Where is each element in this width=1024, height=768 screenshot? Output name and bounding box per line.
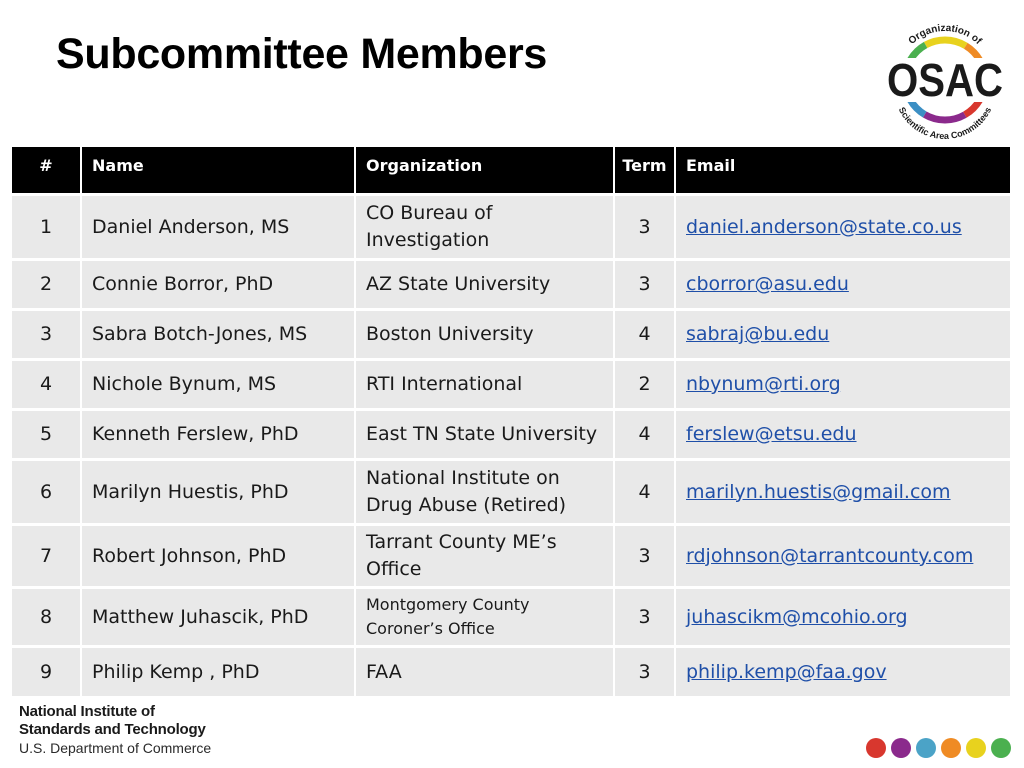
page-title: Subcommittee Members [56, 30, 548, 78]
cell-email [676, 461, 1010, 523]
cell-organization [356, 461, 613, 523]
cell-term: 2 [615, 361, 674, 408]
osac-logo [884, 14, 1006, 144]
table-row [12, 361, 1010, 408]
email-link[interactable]: sabraj@bu.edu [686, 323, 830, 345]
cell-term: 3 [615, 648, 674, 696]
cell-organization: Boston University [356, 311, 613, 358]
cell-name: Sabra Botch-Jones, MS [82, 311, 354, 358]
email-link[interactable]: philip.kemp@faa.gov [686, 660, 887, 683]
email-link[interactable]: juhascikm@mcohio.org [686, 605, 908, 628]
cell-organization: East TN State University [356, 411, 613, 458]
org-line-2: Drug Abuse (Retired) [366, 494, 567, 516]
org-line-2: Office [366, 558, 422, 580]
cell-term: 3 [615, 589, 674, 645]
header-organization: Organization [356, 147, 613, 193]
cell-term: 3 [615, 196, 674, 258]
cell-organization: RTI International [356, 361, 613, 408]
cell-email [676, 361, 1010, 408]
org-line-1: National Institute on [366, 467, 560, 489]
cell-num: 4 [12, 361, 80, 408]
header-num: # [12, 147, 80, 193]
email-link[interactable]: nbynum@rti.org [686, 373, 841, 395]
cell-email [676, 311, 1010, 358]
dot-yellow [966, 738, 986, 758]
cell-name: Matthew Juhascik, PhD [82, 589, 354, 645]
cell-email [676, 196, 1010, 258]
dot-purple [891, 738, 911, 758]
cell-organization [356, 526, 613, 586]
logo-arc-bottom-text: Scientific Area Committees [896, 105, 994, 142]
cell-num: 9 [12, 648, 80, 696]
cell-organization [356, 196, 613, 258]
cell-organization: FAA [356, 648, 613, 696]
cell-num: 6 [12, 461, 80, 523]
table-row [12, 526, 1010, 586]
dot-orange [941, 738, 961, 758]
header-email: Email [676, 147, 1010, 193]
org-line-2: Coroner’s Office [366, 619, 495, 638]
cell-email [676, 411, 1010, 458]
cell-name: Marilyn Huestis, PhD [82, 461, 354, 523]
dot-teal [916, 738, 936, 758]
cell-term: 3 [615, 526, 674, 586]
email-link[interactable]: marilyn.huestis@gmail.com [686, 480, 951, 503]
cell-organization [356, 589, 613, 645]
header-term: Term [615, 147, 674, 193]
cell-num: 1 [12, 196, 80, 258]
table-row [12, 196, 1010, 258]
cell-term: 3 [615, 261, 674, 308]
table-row [12, 589, 1010, 645]
cell-email [676, 526, 1010, 586]
cell-term: 4 [615, 411, 674, 458]
cell-term: 4 [615, 461, 674, 523]
nist-logo [19, 703, 211, 757]
cell-email [676, 589, 1010, 645]
table-row [12, 411, 1010, 458]
nist-line-3: U.S. Department of Commerce [19, 740, 212, 756]
cell-name: Kenneth Ferslew, PhD [82, 411, 354, 458]
cell-num: 5 [12, 411, 80, 458]
email-link[interactable]: daniel.anderson@state.co.us [686, 215, 962, 238]
table-row [12, 261, 1010, 308]
cell-num: 8 [12, 589, 80, 645]
dot-red [866, 738, 886, 758]
cell-num: 7 [12, 526, 80, 586]
logo-arc-top-text: Organization of [906, 22, 984, 47]
cell-email [676, 648, 1010, 696]
org-line-1: CO Bureau of [366, 202, 493, 224]
email-link[interactable]: ferslew@etsu.edu [686, 423, 857, 445]
logo-wordmark: OSAC [887, 54, 1003, 106]
color-dots [866, 738, 1011, 758]
nist-line-1: National Institute of [19, 703, 155, 720]
cell-num: 2 [12, 261, 80, 308]
cell-name: Robert Johnson, PhD [82, 526, 354, 586]
org-line-1: Montgomery County [366, 595, 530, 614]
table-row [12, 648, 1010, 696]
cell-term: 4 [615, 311, 674, 358]
email-link[interactable]: cborror@asu.edu [686, 273, 849, 295]
cell-name: Daniel Anderson, MS [82, 196, 354, 258]
cell-name: Connie Borror, PhD [82, 261, 354, 308]
dot-green [991, 738, 1011, 758]
cell-num: 3 [12, 311, 80, 358]
cell-organization: AZ State University [356, 261, 613, 308]
table-row [12, 461, 1010, 523]
table-header-row [12, 147, 1010, 193]
cell-name: Philip Kemp , PhD [82, 648, 354, 696]
org-line-1: Tarrant County ME’s [366, 531, 557, 553]
nist-line-2: Standards and Technology [19, 721, 206, 738]
cell-email [676, 261, 1010, 308]
cell-name: Nichole Bynum, MS [82, 361, 354, 408]
email-link[interactable]: rdjohnson@tarrantcounty.com [686, 544, 974, 567]
header-name: Name [82, 147, 354, 193]
org-line-2: Investigation [366, 229, 490, 251]
members-table [10, 144, 1012, 699]
table-row [12, 311, 1010, 358]
